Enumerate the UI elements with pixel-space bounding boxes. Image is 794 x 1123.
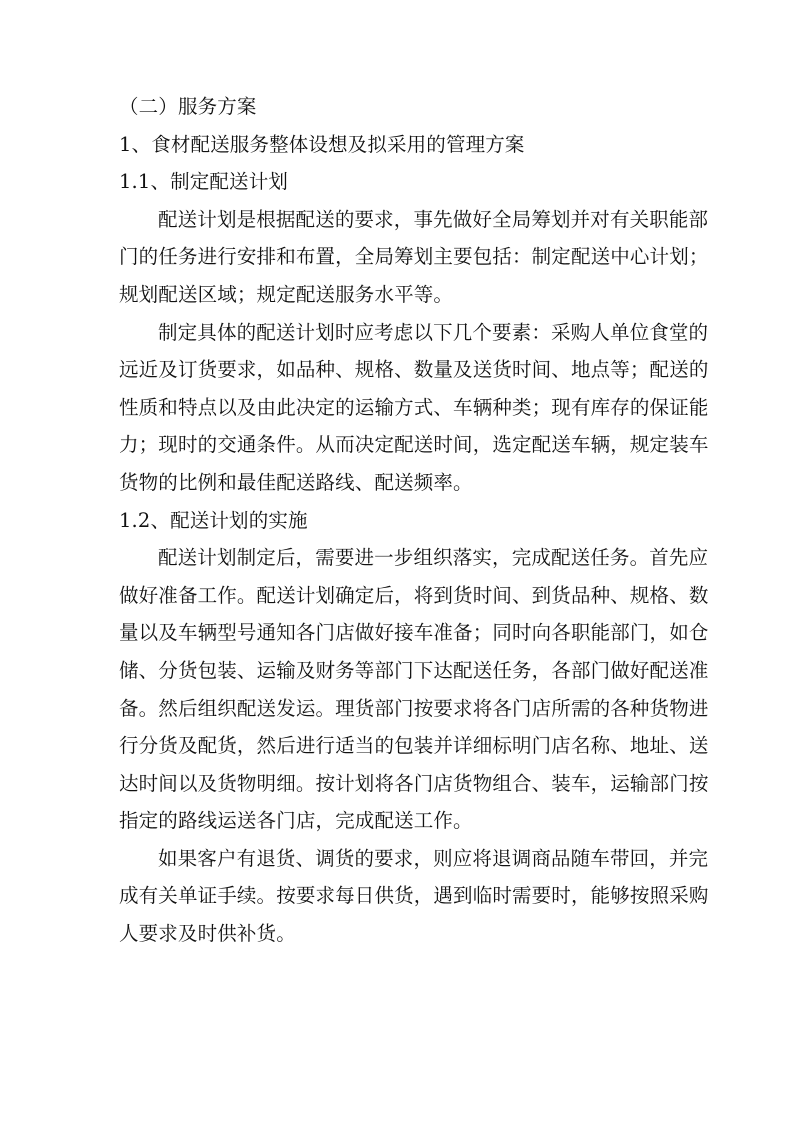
paragraph-line: 人要求及时供补货。 <box>119 922 296 946</box>
paragraph-line: 门的任务进行安排和布置，全局筹划主要包括：制定配送中心计划； <box>119 245 709 269</box>
paragraph-line: 备。然后组织配送发运。理货部门按要求将各门店所需的各种货物进 <box>119 696 709 720</box>
paragraph-line: 做好准备工作。配送计划确定后，将到货时间、到货品种、规格、数 <box>119 583 709 607</box>
paragraph-line: 达时间以及货物明细。按计划将各门店货物组合、装车，运输部门按 <box>119 771 709 795</box>
heading-1: 1、食材配送服务整体设想及拟采用的管理方案 <box>119 132 525 156</box>
heading-1-2: 1.2、配送计划的实施 <box>119 508 308 532</box>
paragraph-3 <box>119 539 709 840</box>
paragraph-line: 量以及车辆型号通知各门店做好接车准备；同时向各职能部门，如仓 <box>119 621 709 645</box>
paragraph-line: 行分货及配货，然后进行适当的包装并详细标明门店名称、地址、送 <box>119 734 709 758</box>
section-title: （二）服务方案 <box>119 95 257 118</box>
paragraph-line: 成有关单证手续。按要求每日供货，遇到临时需要时，能够按照采购 <box>119 884 709 908</box>
paragraph-line: 力；现时的交通条件。从而决定配送时间，选定配送车辆，规定装车 <box>119 433 709 457</box>
document-page <box>119 88 709 953</box>
paragraph-line: 配送计划是根据配送的要求，事先做好全局筹划并对有关职能部 <box>158 207 709 231</box>
paragraph-line: 指定的路线运送各门店，完成配送工作。 <box>119 809 473 833</box>
paragraph-line: 配送计划制定后，需要进一步组织落实，完成配送任务。首先应 <box>158 546 709 570</box>
paragraph-1 <box>119 201 709 314</box>
paragraph-line: 制定具体的配送计划时应考虑以下几个要素：采购人单位食堂的 <box>158 320 709 344</box>
paragraph-line: 远近及订货要求，如品种、规格、数量及送货时间、地点等；配送的 <box>119 358 709 382</box>
paragraph-4 <box>119 840 709 953</box>
paragraph-line: 储、分货包装、运输及财务等部门下达配送任务，各部门做好配送准 <box>119 658 709 682</box>
heading-1-1: 1.1、制定配送计划 <box>119 170 289 194</box>
paragraph-line: 货物的比例和最佳配送路线、配送频率。 <box>119 470 473 494</box>
paragraph-line: 规划配送区域；规定配送服务水平等。 <box>119 282 454 306</box>
paragraph-line: 性质和特点以及由此决定的运输方式、车辆种类；现有库存的保证能 <box>119 395 709 419</box>
paragraph-2 <box>119 314 709 502</box>
paragraph-line: 如果客户有退货、调货的要求，则应将退调商品随车带回，并完 <box>158 846 709 870</box>
